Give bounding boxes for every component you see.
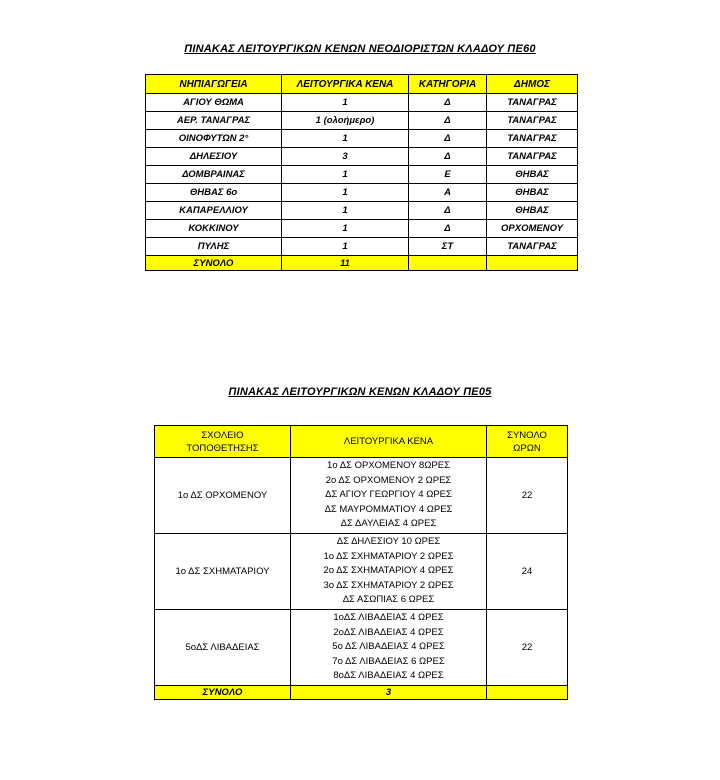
- table-row: [146, 94, 578, 112]
- municipality-cell: ΤΑΝΑΓΡΑΣ: [487, 94, 578, 112]
- table-row: [146, 184, 578, 202]
- category-cell: Α: [409, 184, 487, 202]
- school-cell: 1ο ΔΣ ΟΡΧΟΜΕΝΟΥ: [155, 458, 291, 534]
- category-cell: Δ: [409, 202, 487, 220]
- kindergarten-cell: ΑΕΡ. ΤΑΝΑΓΡΑΣ: [146, 112, 282, 130]
- total-empty-cell: [487, 685, 568, 699]
- category-cell: Ε: [409, 166, 487, 184]
- table-header-row: [155, 426, 568, 458]
- total-value: 11: [282, 256, 409, 271]
- vacancy-line: 2οΔΣ ΛΙΒΑΔΕΙΑΣ 4 ΩΡΕΣ: [333, 626, 444, 638]
- school-cell: 1ο ΔΣ ΣΧΗΜΑΤΑΡΙΟΥ: [155, 533, 291, 609]
- table2-title: ΠΙΝΑΚΑΣ ΛΕΙΤΟΥΡΓΙΚΩΝ ΚΕΝΩΝ ΚΛΑΔΟΥ ΠΕ05: [228, 386, 492, 398]
- header-school: [155, 426, 291, 458]
- header-municipality: ΔΗΜΟΣ: [487, 75, 578, 94]
- hours-cell: 24: [487, 533, 568, 609]
- school-cell: 5οΔΣ ΛΙΒΑΔΕΙΑΣ: [155, 609, 291, 685]
- vacancies-cell: 1: [282, 238, 409, 256]
- total-empty-cell: [409, 256, 487, 271]
- vacancy-line: 1ο ΔΣ ΟΡΧΟΜΕΝΟΥ 8ΩΡΕΣ: [327, 460, 450, 471]
- kindergarten-cell: ΚΟΚΚΙΝΟΥ: [146, 220, 282, 238]
- header-category: ΚΑΤΗΓΟΡΙΑ: [409, 75, 487, 94]
- vacancies-cell: 1: [282, 130, 409, 148]
- vacancy-line: 3ο ΔΣ ΣΧΗΜΑΤΑΡΙΟΥ 2 ΩΡΕΣ: [323, 579, 454, 591]
- vacancy-line: 2ο ΔΣ ΟΡΧΟΜΕΝΟΥ 2 ΩΡΕΣ: [325, 474, 452, 486]
- total-label: ΣΥΝΟΛΟ: [146, 256, 282, 271]
- vacancies-cell: [291, 533, 487, 609]
- municipality-cell: ΘΗΒΑΣ: [487, 166, 578, 184]
- table-row: [146, 166, 578, 184]
- kindergarten-cell: ΠΥΛΗΣ: [146, 238, 282, 256]
- header-school-line: ΤΟΠΟΘΕΤΗΣΗΣ: [186, 442, 259, 454]
- pe05-vacancies-table: [154, 425, 568, 700]
- vacancy-line: ΔΣ ΑΣΩΠΙΑΣ 6 ΩΡΕΣ: [342, 594, 435, 606]
- table-row: [155, 458, 568, 534]
- vacancies-cell: 1: [282, 220, 409, 238]
- vacancy-line: ΔΣ ΔΑΥΛΕΙΑΣ 4 ΩΡΕΣ: [340, 518, 437, 530]
- header-vacancies: ΛΕΙΤΟΥΡΓΙΚΑ ΚΕΝΑ: [282, 75, 409, 94]
- header-school-line: ΣΧΟΛΕΙΟ: [201, 429, 244, 441]
- table-header-row: [146, 75, 578, 94]
- table-row: [146, 202, 578, 220]
- header-hours-line: ΩΡΩΝ: [513, 442, 541, 454]
- category-cell: ΣΤ: [409, 238, 487, 256]
- category-cell: Δ: [409, 112, 487, 130]
- category-cell: Δ: [409, 94, 487, 112]
- vacancies-cell: 1: [282, 166, 409, 184]
- header-total-hours: [487, 426, 568, 458]
- total-empty-cell: [487, 256, 578, 271]
- kindergarten-cell: ΘΗΒΑΣ 6ο: [146, 184, 282, 202]
- total-label: ΣΥΝΟΛΟ: [155, 685, 291, 699]
- vacancies-cell: 1: [282, 184, 409, 202]
- municipality-cell: ΤΑΝΑΓΡΑΣ: [487, 130, 578, 148]
- municipality-cell: ΘΗΒΑΣ: [487, 184, 578, 202]
- municipality-cell: ΤΑΝΑΓΡΑΣ: [487, 238, 578, 256]
- vacancies-cell: [291, 609, 487, 685]
- table-row: [146, 148, 578, 166]
- header-kindergartens: ΝΗΠΙΑΓΩΓΕΙΑ: [146, 75, 282, 94]
- vacancies-cell: 1: [282, 94, 409, 112]
- category-cell: Δ: [409, 130, 487, 148]
- kindergarten-cell: ΚΑΠΑΡΕΛΛΙΟΥ: [146, 202, 282, 220]
- vacancy-line: 1οΔΣ ΛΙΒΑΔΕΙΑΣ 4 ΩΡΕΣ: [333, 611, 444, 623]
- vacancy-line: ΔΣ ΜΑΥΡΟΜΜΑΤΙΟΥ 4 ΩΡΕΣ: [324, 503, 453, 515]
- vacancies-cell: 1: [282, 202, 409, 220]
- kindergarten-cell: ΟΙΝΟΦΥΤΩΝ 2°: [146, 130, 282, 148]
- vacancies-cell: [291, 458, 487, 534]
- vacancy-line: ΔΣ ΑΓΙΟΥ ΓΕΩΡΓΙΟΥ 4 ΩΡΕΣ: [325, 489, 452, 501]
- header-hours-line: ΣΥΝΟΛΟ: [507, 429, 547, 441]
- vacancies-cell: 1 (ολοήμερο): [282, 112, 409, 130]
- table-row: [146, 238, 578, 256]
- municipality-cell: ΤΑΝΑΓΡΑΣ: [487, 112, 578, 130]
- kindergarten-cell: ΔΟΜΒΡΑΙΝΑΣ: [146, 166, 282, 184]
- table-row: [146, 220, 578, 238]
- total-value: 3: [291, 685, 487, 699]
- kindergarten-cell: ΑΓΙΟΥ ΘΩΜΑ: [146, 94, 282, 112]
- vacancy-line: 7ο ΔΣ ΛΙΒΑΔΕΙΑΣ 6 ΩΡΕΣ: [332, 655, 445, 667]
- header-vacancies: ΛΕΙΤΟΥΡΓΙΚΑ ΚΕΝΑ: [291, 426, 487, 458]
- vacancy-line: ΔΣ ΔΗΛΕΣΙΟΥ 10 ΩΡΕΣ: [336, 535, 441, 547]
- municipality-cell: ΘΗΒΑΣ: [487, 202, 578, 220]
- table-row: [155, 609, 568, 685]
- municipality-cell: ΤΑΝΑΓΡΑΣ: [487, 148, 578, 166]
- total-row: [146, 256, 578, 271]
- vacancy-line: 2ο ΔΣ ΣΧΗΜΑΤΑΡΙΟΥ 4 ΩΡΕΣ: [323, 565, 454, 577]
- total-row: [155, 685, 568, 699]
- municipality-cell: ΟΡΧΟΜΕΝΟΥ: [487, 220, 578, 238]
- category-cell: Δ: [409, 220, 487, 238]
- vacancy-line: 1ο ΔΣ ΣΧΗΜΑΤΑΡΙΟΥ 2 ΩΡΕΣ: [323, 550, 454, 562]
- table1-title: ΠΙΝΑΚΑΣ ΛΕΙΤΟΥΡΓΙΚΩΝ ΚΕΝΩΝ ΝΕΟΔΙΟΡΙΣΤΩΝ ΚΛΑΔΟΥ ΠΕ60: [184, 43, 536, 55]
- vacancy-line: 5ο ΔΣ ΛΙΒΑΔΕΙΑΣ 4 ΩΡΕΣ: [332, 641, 445, 653]
- category-cell: Δ: [409, 148, 487, 166]
- hours-cell: 22: [487, 609, 568, 685]
- vacancies-cell: 3: [282, 148, 409, 166]
- hours-cell: 22: [487, 458, 568, 534]
- table-row: [155, 533, 568, 609]
- table-row: [146, 112, 578, 130]
- vacancy-line: 8οΔΣ ΛΙΒΑΔΕΙΑΣ 4 ΩΡΕΣ: [333, 670, 444, 682]
- kindergarten-cell: ΔΗΛΕΣΙΟΥ: [146, 148, 282, 166]
- table-row: [146, 130, 578, 148]
- pe60-vacancies-table: [145, 74, 578, 271]
